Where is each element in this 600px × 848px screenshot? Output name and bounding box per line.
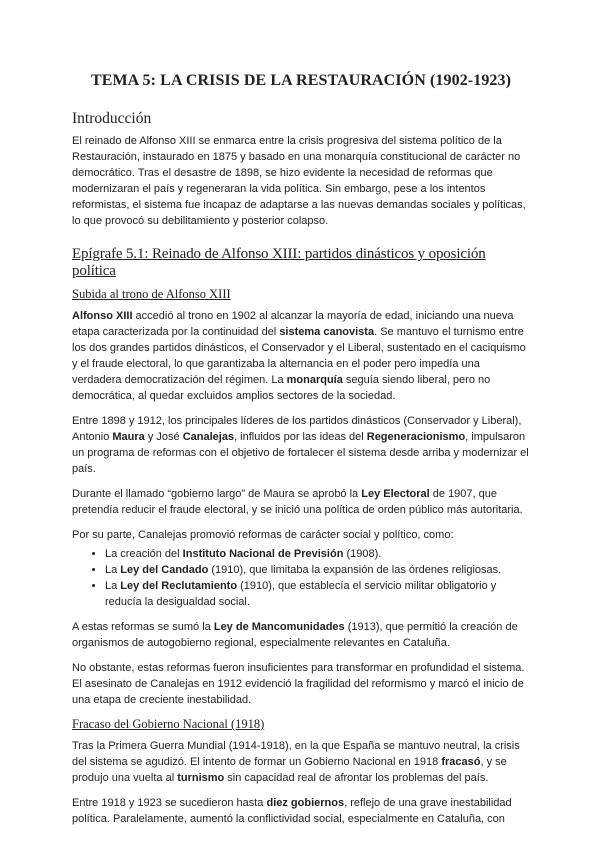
paragraph-alfonso [72, 308, 530, 404]
list-item [105, 562, 530, 578]
section-heading: Epígrafe 5.1: Reinado de Alfonso XIII: partidos dinásticos y oposición política [72, 246, 486, 279]
reforms-list [72, 546, 530, 610]
text-run: La creación del [105, 548, 183, 560]
bold-term: Ley del Candado [120, 564, 209, 576]
text-run: (1910), que establecía el servicio militar obligatorio y reducía la desigualdad social. [105, 580, 497, 608]
text-run: y José [144, 431, 183, 443]
text-run: Entre 1918 y 1923 se sucedieron hasta [72, 797, 267, 809]
text-run: Entre 1898 y 1912, los principales líderes de los partidos dinásticos (Conservador y Liberal), Antonio [72, 415, 522, 443]
text-run: , influidos por las ideas del [234, 431, 367, 443]
bold-term: Alfonso XIII [72, 310, 133, 322]
text-run: A estas reformas se sumó la [72, 621, 214, 633]
bold-term: Ley del Reclutamiento [120, 580, 238, 592]
subsection-heading-national-government: Fracaso del Gobierno Nacional (1918) [72, 717, 265, 731]
text-run: . Se mantuvo el turnismo entre los dos grandes partidos dinásticos, el Conservador y el Liberal, sustentado en el caciquismo y el fraude electoral, lo que garantizaba la alternancia en el poder pero impedía una verdadera democratización del régimen. La [72, 326, 526, 386]
bold-term: Instituto Nacional de Previsión [182, 548, 344, 560]
paragraph-instability [72, 795, 530, 827]
paragraph-leaders [72, 413, 530, 477]
text-run: , impulsaron un programa de reformas con el objetivo de fortalecer el sistema desde arriba y modernizar el país. [72, 431, 529, 475]
text-run: (1910), que limitaba la expansión de las órdenes religiosas. [208, 564, 502, 576]
subsection-heading-succession: Subida al trono de Alfonso XIII [72, 287, 231, 301]
bold-term: turnismo [177, 772, 225, 784]
paragraph-canalejas: Por su parte, Canalejas promovió reformas de carácter social y político, como: [72, 529, 454, 541]
text-run: La [105, 564, 121, 576]
list-item [105, 546, 530, 562]
paragraph-insufficient: No obstante, estas reformas fueron insuficientes para transformar en profundidad el sistema. El asesinato de Canalejas en 1912 evidenció la fragilidad del reformismo y marcó el inicio de una etapa de creciente inestabilidad. [72, 662, 525, 706]
bold-term: Ley Electoral [361, 488, 430, 500]
bold-term: Canalejas [182, 431, 235, 443]
document-title: TEMA 5: LA CRISIS DE LA RESTAURACIÓN (1902-1923) [90, 72, 512, 89]
text-run: (1913), que permitió la creación de organismos de autogobierno regional, especialmente relevantes en Cataluña. [72, 621, 518, 649]
intro-paragraph: El reinado de Alfonso XIII se enmarca entre la crisis progresiva del sistema político de la Restauración, instaurado en 1875 y basado en una monarquía constitucional de carácter no democrático. Tras el desastre de 1898, se hizo evidente la necesidad de reformas que modernizaran el país y regeneraran la vida política. Sin embargo, pese a los intentos reformistas, el sistema fue incapaz de adaptarse a las nuevas demandas sociales y políticas, lo que provocó su debilitamiento y posterior colapso. [72, 135, 526, 227]
paragraph-mancomunidades [72, 619, 530, 651]
text-run: de 1907, que pretendía reducir el fraude electoral, y se inició una política de orden público más autoritaria. [72, 488, 523, 516]
text-run: sin capacidad real de afrontar los problemas del país. [224, 772, 489, 784]
bold-term: fracasó [441, 756, 481, 768]
text-run: seguía siendo liberal, pero no democrática, al quedar excluidos amplios sectores de la sociedad. [72, 374, 491, 402]
bold-term: Maura [112, 431, 145, 443]
text-run: Durante el llamado “gobierno largo” de Maura se aprobó la [72, 488, 362, 500]
list-item [105, 578, 530, 610]
bold-term: Regeneracionismo [366, 431, 466, 443]
bold-term: Ley de Mancomunidades [213, 621, 345, 633]
text-run: , reflejo de una grave inestabilidad política. Paralelamente, aumentó la conflictividad social, especialmente en Cataluña, con [72, 797, 512, 825]
bold-term: monarquía [286, 374, 343, 386]
paragraph-ww1 [72, 738, 530, 786]
text-run: (1908). [343, 548, 382, 560]
text-run: , y se produjo una vuelta al [72, 756, 507, 784]
bold-term: diez gobiernos [266, 797, 345, 809]
text-run: Tras la Primera Guerra Mundial (1914-1918), en la que España se mantuvo neutral, la crisis del sistema se agudizó. El intento de formar un Gobierno Nacional en 1918 [72, 740, 520, 768]
paragraph-maura [72, 486, 530, 518]
text-run: La [105, 580, 121, 592]
bold-term: sistema canovista [279, 326, 375, 338]
text-run: accedió al trono en 1902 al alcanzar la mayoría de edad, iniciando una nueva etapa caracterizada por la continuidad del [72, 310, 514, 338]
intro-heading: Introducción [72, 110, 152, 127]
